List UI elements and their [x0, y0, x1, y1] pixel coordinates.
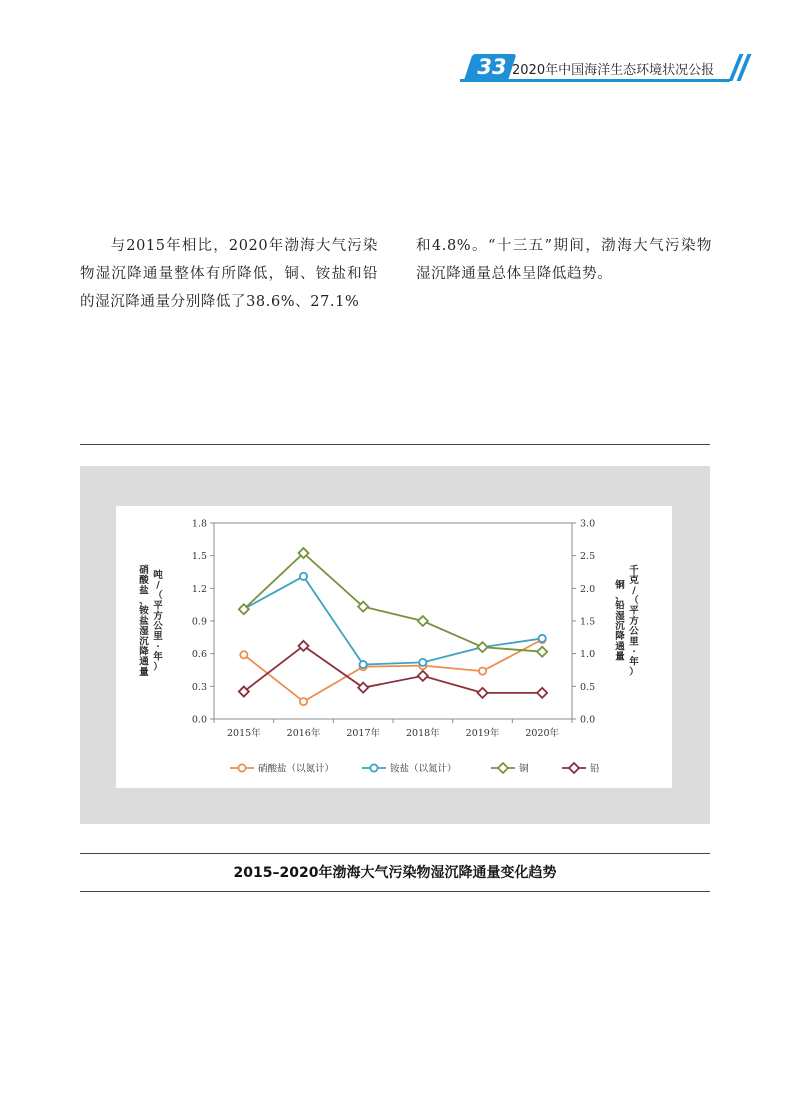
x-axis-tick-label: 2018年	[405, 728, 440, 739]
series-4-point	[418, 671, 428, 681]
right-axis-tick-label: 2.0	[580, 583, 596, 595]
series-line-3	[244, 553, 542, 652]
x-axis-tick-label: 2015年	[226, 728, 261, 739]
right-axis-tick-label: 2.5	[580, 551, 596, 563]
right-axis-tick-label: 0.5	[580, 681, 596, 693]
series-3-point	[537, 647, 547, 657]
legend-marker	[498, 763, 508, 773]
left-axis-tick-label: 0.3	[191, 681, 207, 693]
right-axis-tick-label: 3.0	[580, 518, 596, 530]
legend-label: 硝酸盐（以氮计）	[258, 763, 335, 775]
left-axis-tick-label: 0.0	[191, 714, 207, 726]
left-axis-tick-label: 0.9	[191, 616, 207, 628]
line-chart	[116, 506, 672, 788]
header-underline	[460, 79, 730, 82]
report-title: 2020年中国海洋生态环境状况公报	[512, 63, 715, 78]
series-1-point	[479, 667, 486, 674]
series-3-point	[418, 616, 428, 626]
series-3-point	[478, 642, 488, 652]
series-line-4	[244, 646, 542, 693]
series-1-point	[300, 698, 307, 705]
body-paragraph-right: 和4.8%。“十三五”期间，渤海大气污染物湿沉降通量总体呈降低趋势。	[416, 238, 712, 282]
x-axis-tick-label: 2020年	[525, 728, 560, 739]
body-paragraph-left	[80, 232, 378, 316]
legend-label: 铜	[519, 763, 529, 775]
x-axis-tick-label: 2017年	[346, 728, 381, 739]
left-axis-tick-label: 1.8	[191, 518, 207, 530]
left-axis-tick-label: 1.2	[191, 583, 207, 595]
series-4-point	[478, 688, 488, 698]
left-axis-title: 吨/（平方公里·年）	[153, 570, 163, 673]
right-axis-tick-label: 0.0	[580, 714, 596, 726]
caption-bottom-rule	[80, 891, 710, 892]
series-line-2	[244, 576, 542, 664]
legend-label: 铅	[590, 763, 600, 775]
caption-top-rule	[80, 853, 710, 854]
left-axis-tick-label: 0.6	[191, 649, 207, 661]
chart-panel	[116, 506, 672, 788]
right-axis-tick-label: 1.5	[580, 616, 596, 628]
right-axis-tick-label: 1.0	[580, 649, 596, 661]
legend-marker	[370, 764, 377, 771]
left-axis-title: 硝酸盐、铵盐湿沉降通量	[139, 564, 149, 678]
page-number: 33	[477, 55, 507, 79]
figure-top-rule	[80, 444, 710, 445]
series-2-point	[419, 659, 426, 666]
figure-caption: 2015–2020年渤海大气污染物湿沉降通量变化趋势	[233, 865, 557, 881]
series-2-point	[539, 635, 546, 642]
body-text-left: 与2015年相比，2020年渤海大气污染物湿沉降通量整体有所降低，铜、铵盐和铅的湿沉降通量分别降低了38.6%、27.1%	[80, 238, 378, 310]
page-header	[460, 54, 760, 84]
left-axis-tick-label: 1.5	[191, 551, 207, 563]
right-axis-title: 千克/（平方公里·年）	[629, 564, 639, 678]
series-2-point	[300, 573, 307, 580]
x-axis-tick-label: 2016年	[286, 728, 321, 739]
series-2-point	[360, 661, 367, 668]
legend-label: 铵盐（以氮计）	[390, 763, 457, 775]
legend-marker	[569, 763, 579, 773]
right-axis-title: 铜、铅湿沉降通量	[615, 580, 625, 663]
legend-marker	[238, 764, 245, 771]
series-4-point	[537, 688, 547, 698]
x-axis-tick-label: 2019年	[465, 728, 500, 739]
series-1-point	[240, 651, 247, 658]
plot-frame	[214, 523, 572, 719]
